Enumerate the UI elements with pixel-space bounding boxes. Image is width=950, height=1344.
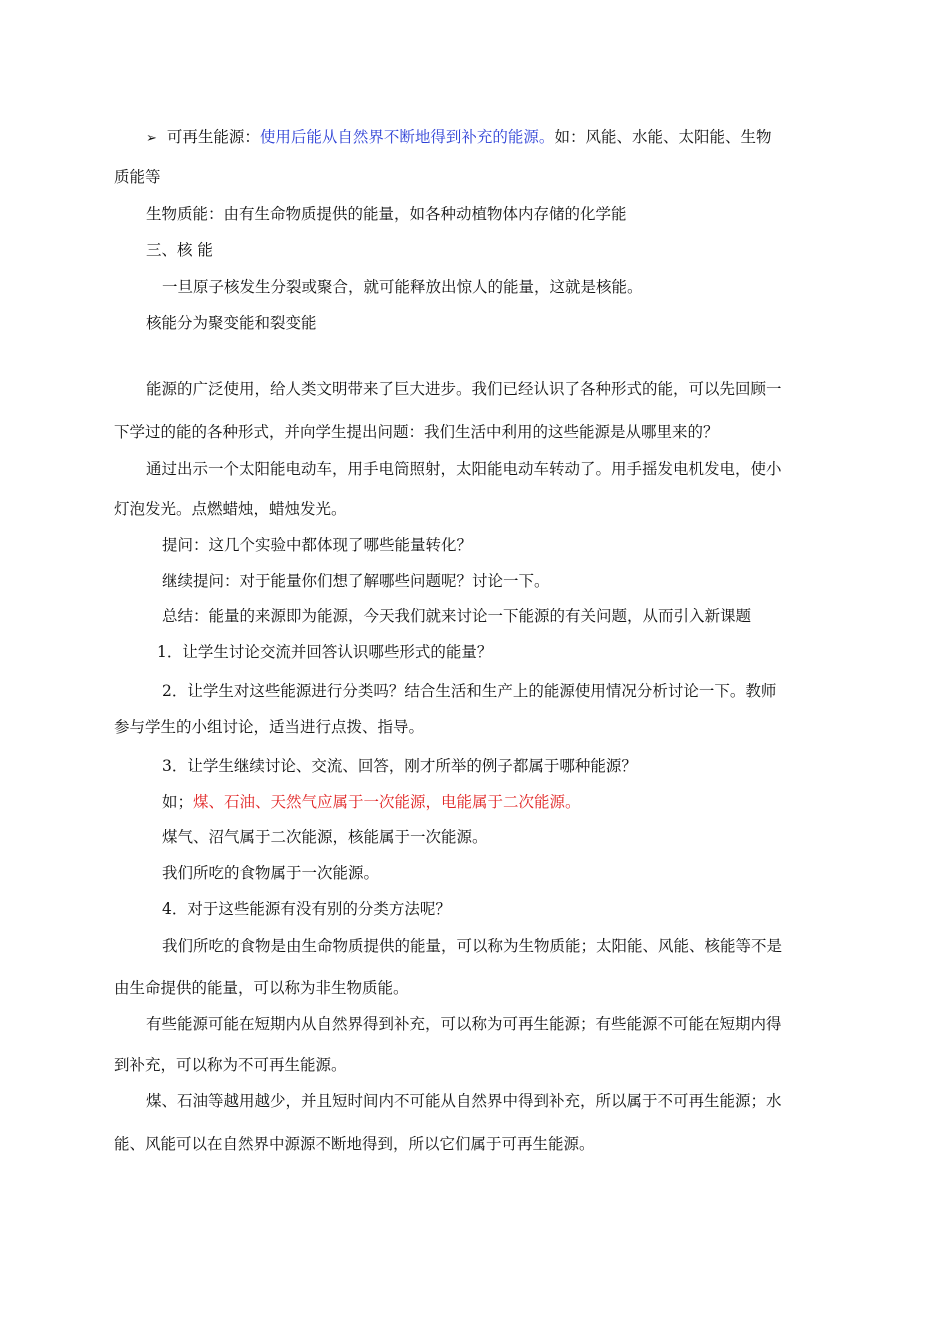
list-item-1: 1．让学生讨论交流并回答认识哪些形式的能量？ (157, 643, 493, 661)
list-item-2-line-1: 2．让学生对这些能源进行分类吗？结合生活和生产上的能源使用情况分析讨论一下。教师 (162, 682, 777, 700)
renewable-examples: 如：风能、水能、太阳能、生物 (554, 128, 772, 146)
demo-line-1: 通过出示一个太阳能电动车，用手电筒照射，太阳能电动车转动了。用手摇发电机发电，使小 (146, 460, 782, 478)
coal-explain-line-1: 煤、石油等越用越少，并且短时间内不可能从自然界中得到补充，所以属于不可再生能源；水 (146, 1092, 782, 1110)
question-2: 继续提问：对于能量你们想了解哪些问题呢？讨论一下。 (162, 572, 550, 590)
intro-line-1: 能源的广泛使用，给人类文明带来了巨大进步。我们已经认识了各种形式的能，可以先回顾一 (146, 380, 782, 398)
biomass-explain-line-1: 我们所吃的食物是由生命物质提供的能量，可以称为生物质能；太阳能、风能、核能等不是 (162, 937, 783, 955)
demo-line-2: 灯泡发光。点燃蜡烛，蜡烛发光。 (114, 500, 347, 518)
biomass-definition: 生物质能：由有生命物质提供的能量，如各种动植物体内存储的化学能 (146, 205, 627, 223)
renewable-label: 可再生能源： (166, 128, 260, 146)
example-primary-energy: 煤、石油、天然气应属于一次能源， (193, 793, 442, 811)
renewable-explain-line-2: 到补充，可以称为不可再生能源。 (114, 1056, 347, 1074)
section-heading-nuclear: 三、核 能 (146, 241, 213, 259)
example-secondary-energy: 电能属于二次能源。 (441, 793, 581, 811)
intro-line-2: 下学过的能的各种形式，并向学生提出问题：我们生活中利用的这些能源是从哪里来的？ (114, 423, 719, 441)
renewable-definition: 使用后能从自然界不断地得到补充的能源。 (259, 128, 555, 146)
gas-line: 煤气、沼气属于二次能源，核能属于一次能源。 (162, 828, 488, 846)
list-item-3: 3．让学生继续讨论、交流、回答，刚才所举的例子都属于哪种能源？ (162, 757, 637, 775)
biomass-explain-line-2: 由生命提供的能量，可以称为非生物质能。 (114, 979, 409, 997)
nuclear-types: 核能分为聚变能和裂变能 (146, 314, 317, 332)
renewable-line (146, 126, 771, 150)
nuclear-description: 一旦原子核发生分裂或聚合，就可能释放出惊人的能量，这就是核能。 (162, 278, 643, 296)
list-item-4: 4．对于这些能源有没有别的分类方法呢？ (162, 900, 451, 918)
example-prefix: 如； (162, 793, 194, 811)
example-line (162, 791, 581, 813)
coal-explain-line-2: 能、风能可以在自然界中源源不断地得到，所以它们属于可再生能源。 (114, 1135, 595, 1153)
question-1: 提问：这几个实验中都体现了哪些能量转化？ (162, 536, 473, 554)
renewable-examples-cont: 质能等 (114, 168, 161, 186)
list-item-2-line-2: 参与学生的小组讨论，适当进行点拨、指导。 (114, 718, 425, 736)
food-line: 我们所吃的食物属于一次能源。 (162, 864, 380, 882)
renewable-explain-line-1: 有些能源可能在短期内从自然界得到补充，可以称为可再生能源；有些能源不可能在短期内得 (146, 1015, 782, 1033)
summary-line: 总结：能量的来源即为能源，今天我们就来讨论一下能源的有关问题，从而引入新课题 (162, 607, 752, 625)
arrow-bullet-icon: ➢ (146, 131, 157, 146)
